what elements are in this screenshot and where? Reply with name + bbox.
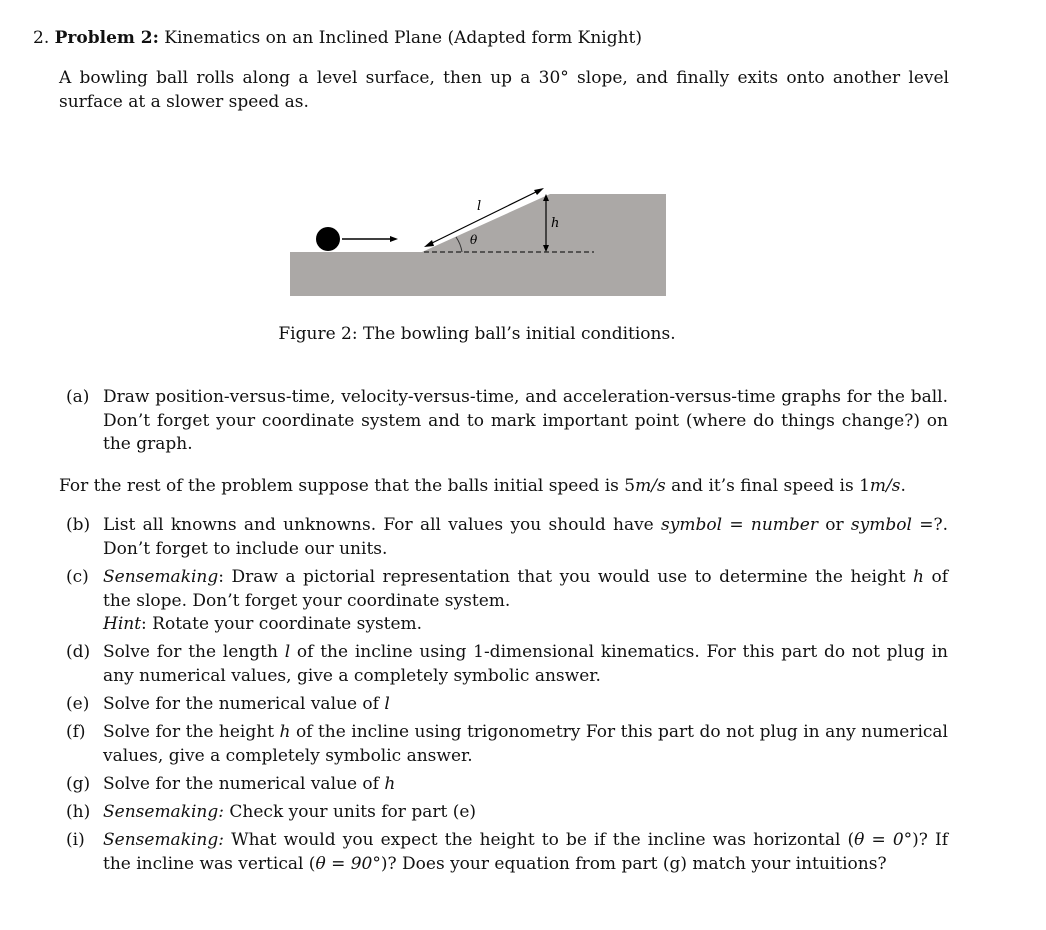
- part-h-text: [103, 801, 948, 825]
- part-b-text: [103, 514, 948, 561]
- part-d: [66, 641, 948, 688]
- part-h: [66, 801, 948, 825]
- part-c-hint: : Rotate your coordinate system.: [141, 614, 423, 634]
- part-b-label: (b): [66, 515, 91, 535]
- part-c-t2: of the slope. Don’t forget your coordinate system.: [103, 567, 949, 611]
- label-theta: θ: [470, 233, 478, 247]
- part-i-t1: What would you expect the height to be if the incline was horizontal (: [224, 830, 855, 850]
- length-arrowhead-start: [424, 240, 434, 247]
- incline-diagram: [286, 182, 670, 302]
- part-d-t1: Solve for the length: [103, 642, 285, 662]
- part-b-sym1: symbol: [661, 515, 723, 535]
- problem-intro: A bowling ball rolls along a level surface, then up a 30° slope, and finally exits onto another level surface at a slower speed as.: [59, 68, 949, 112]
- part-e: [66, 693, 948, 717]
- part-c: [66, 566, 948, 637]
- part-i-eq2: θ = 90°: [315, 853, 381, 874]
- part-a-label: (a): [66, 387, 90, 407]
- length-arrowhead-end: [534, 188, 544, 195]
- label-h: h: [551, 216, 560, 231]
- figure-caption: Figure 2: The bowling ball’s initial conditions.: [278, 324, 676, 344]
- part-b-t2: =?. Don’t forget to include our units.: [103, 515, 948, 559]
- part-g-var: h: [384, 774, 396, 794]
- rest-text-2: and it’s final speed is 1: [665, 476, 870, 496]
- part-e-label: (e): [66, 694, 90, 714]
- part-i-eq1: θ = 0°: [854, 830, 913, 850]
- part-c-var: h: [913, 567, 924, 587]
- part-g-text: [103, 773, 948, 797]
- part-c-text: [103, 566, 948, 637]
- part-c-lead: Sensemaking: [103, 567, 219, 587]
- part-b-num: number: [750, 515, 818, 535]
- part-g-t1: Solve for the numerical value of: [103, 774, 385, 794]
- part-c-hint-lead: Hint: [103, 614, 142, 634]
- part-c-label: (c): [66, 567, 89, 587]
- part-h-lead: Sensemaking:: [103, 802, 224, 822]
- part-f-var: h: [279, 722, 291, 742]
- velocity-arrowhead: [390, 236, 398, 242]
- part-i: [66, 829, 948, 876]
- part-c-t1: : Draw a pictorial representation that you would use to determine the height: [218, 567, 914, 587]
- part-d-label: (d): [66, 642, 91, 662]
- part-f: [66, 721, 948, 768]
- problem-number: 2.: [33, 28, 50, 48]
- part-d-t2: of the incline using 1-dimensional kinematics. For this part do not plug in any numerical values, give a completely symbolic answer.: [103, 642, 948, 686]
- part-e-t1: Solve for the numerical value of: [103, 694, 385, 714]
- part-a: [66, 386, 948, 457]
- part-f-t2: of the incline using trigonometry For this part do not plug in any numerical values, give a completely symbolic answer.: [103, 722, 948, 766]
- rest-unit-1: m/s: [635, 476, 666, 496]
- part-i-text: [103, 829, 948, 876]
- part-h-label: (h): [66, 802, 91, 822]
- part-b-sym2: symbol: [850, 515, 912, 535]
- rest-text-3: .: [900, 476, 906, 496]
- part-i-label: (i): [66, 830, 85, 850]
- part-b-or: or: [817, 515, 851, 535]
- part-b-t1: List all knowns and unknowns. For all values you should have: [103, 515, 662, 535]
- part-g-label: (g): [66, 774, 91, 794]
- part-i-lead: Sensemaking:: [103, 830, 224, 850]
- part-b: [66, 514, 948, 561]
- part-d-text: [103, 641, 948, 688]
- rest-assumption: [59, 474, 949, 498]
- part-h-t1: Check your units for part (e): [224, 802, 477, 822]
- problem-title: Kinematics on an Inclined Plane (Adapted form Knight): [164, 28, 643, 48]
- part-b-eq: =: [722, 515, 751, 535]
- part-a-text: Draw position-versus-time, velocity-versus-time, and acceleration-versus-time graphs for the ball. Don’t forget your coordinate system and to mark important point (where do things change?) on the graph.: [103, 387, 948, 454]
- rest-unit-2: m/s: [869, 476, 901, 496]
- part-f-t1: Solve for the height: [103, 722, 280, 742]
- part-f-label: (f): [66, 722, 86, 742]
- part-g: [66, 773, 948, 797]
- part-i-t2: )? If the incline was vertical (: [103, 830, 948, 874]
- bowling-ball: [316, 227, 340, 251]
- part-f-text: [103, 721, 948, 768]
- part-i-t3: )? Does your equation from part (g) match your intuitions?: [380, 853, 887, 874]
- rest-text-1: For the rest of the problem suppose that the balls initial speed is 5: [59, 476, 636, 496]
- label-l: l: [477, 199, 482, 214]
- figure-incline: [286, 182, 670, 302]
- problem-title-bold: Problem 2:: [54, 28, 159, 48]
- part-d-var: l: [284, 642, 291, 662]
- part-e-var: l: [384, 694, 390, 714]
- part-e-text: [103, 693, 948, 717]
- problem-heading: [33, 26, 642, 50]
